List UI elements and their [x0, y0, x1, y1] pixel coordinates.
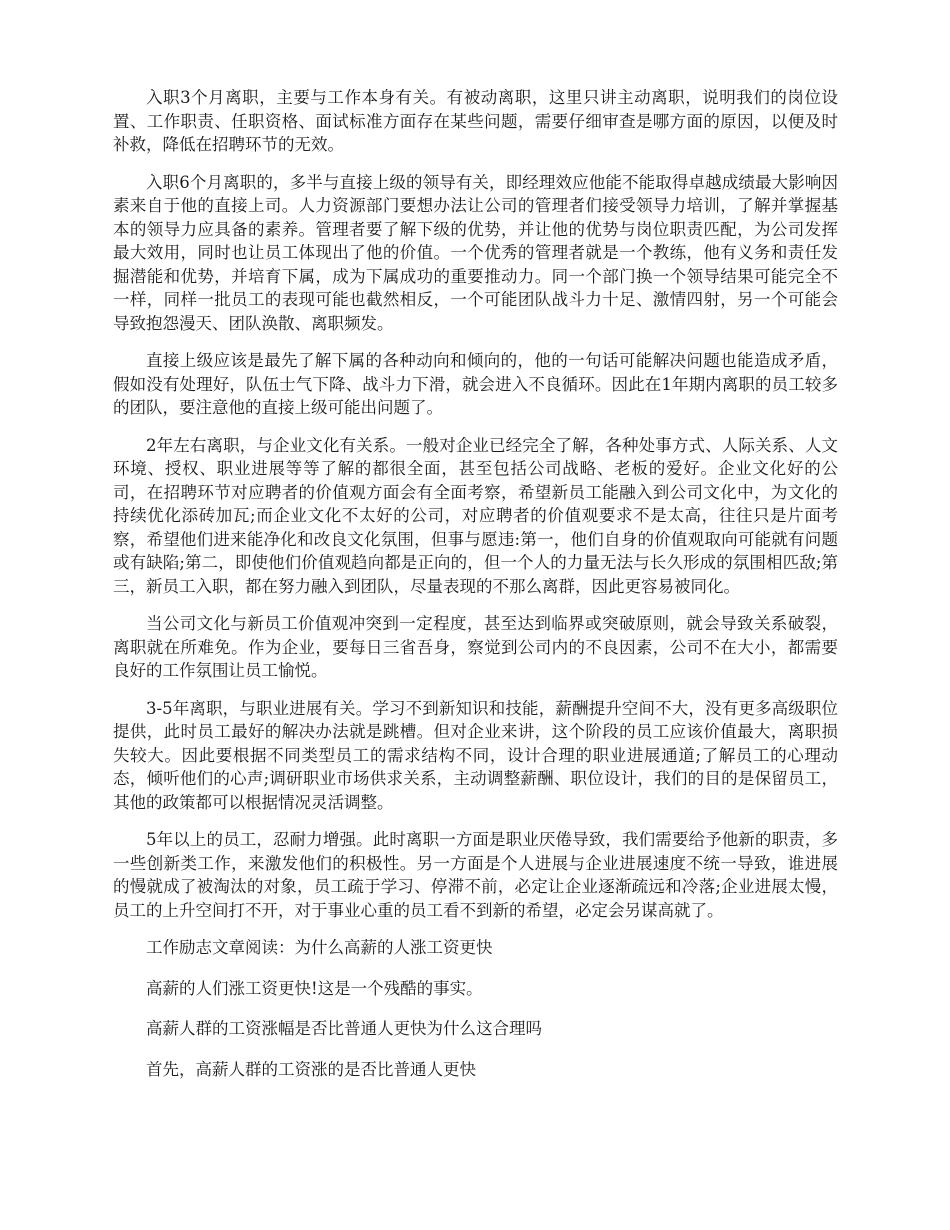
paragraph-5-year-plus: 5年以上的员工，忍耐力增强。此时离职一方面是职业厌倦导致，我们需要给予他新的职责，多一些创新类工作，来激发他们的积极性。另一方面是个人进展与企业进展速度不统一导致，谁进展的慢就成了被淘汰的对象，员工疏于学习、停滞不前，必定让企业逐渐疏远和冷落;企业进展太慢，员工的上升空间打不开，对于事业心重的员工看不到新的希望，必定会另谋高就了。 [113, 830, 838, 920]
paragraph-direct-supervisor: 直接上级应该是最先了解下属的各种动向和倾向的，他的一句话可能解决问题也能造成矛盾，假如没有处理好，队伍士气下降、战斗力下滑，就会进入不良循环。因此在1年期内离职的员工较多的团队，要注意他的直接上级可能出问题了。 [113, 351, 838, 417]
paragraph-6-month-resignation: 入职6个月离职的，多半与直接上级的领导有关，即经理效应他能不能取得卓越成绩最大影响因素来自于他的直接上司。人力资源部门要想办法让公司的管理者们接受领导力培训，了解并掌握基本的领导力应具备的素养。管理者要了解下级的优势，并让他的优势与岗位职责匹配，为公司发挥最大效用，同时也让员工体现出了他的价值。一个优秀的管理者就是一个教练，他有义务和责任发掘潜能和优势，并培育下属，成为下属成功的重要推动力。同一个部门换一个领导结果可能完全不一样，同样一批员工的表现可能也截然相反，一个可能团队战斗力十足、激情四射，另一个可能会导致抱怨漫天、团队涣散、离职频发。 [113, 172, 838, 333]
paragraph-2-year-resignation: 2年左右离职，与企业文化有关系。一般对企业已经完全了解，各种处事方式、人际关系、人文环境、授权、职业进展等等了解的都很全面，甚至包括公司战略、老板的爱好。企业文化好的公司，在招聘环节对应聘者的价值观方面会有全面考察，希望新员工能融入到公司文化中，为文化的持续优化添砖加瓦;而企业文化不太好的公司，对应聘者的价值观要求不是太高，往往只是片面考察，希望他们进来能净化和改良文化氛围，但事与愿违:第一，他们自身的价值观取向可能就有问题或有缺陷;第二，即使他们价值观趋向都是正向的，但一个人的力量无法与长久形成的氛围相匹敌;第三，新员工入职，都在努力融入到团队，尽量表现的不那么离群，因此更容易被同化。 [113, 435, 838, 596]
paragraph-3-5-year-resignation: 3-5年离职，与职业进展有关。学习不到新知识和技能，薪酬提升空间不大，没有更多高级职位提供，此时员工最好的解决办法就是跳槽。但对企业来讲，这个阶段的员工应该价值最大，离职损失较大。因此要根据不同类型员工的需求结构不同，设计合理的职业进展通道;了解员工的心理动态，倾听他们的心声;调研职业市场供求关系，主动调整薪酬、职位设计，我们的目的是保留员工，其他的政策都可以根据情况灵活调整。 [113, 698, 838, 812]
paragraph-culture-conflict: 当公司文化与新员工价值观冲突到一定程度，甚至达到临界或突破原则，就会导致关系破裂，离职就在所难免。作为企业，要每日三省吾身，察觉到公司内的不良因素，公司不在大小，都需要良好的工作氛围让员工愉悦。 [113, 614, 838, 680]
line-first-point: 首先，高薪人群的工资涨的是否比普通人更快 [146, 1059, 476, 1079]
line-high-salary-question: 高薪人群的工资涨幅是否比普通人更快为什么这合理吗 [146, 1019, 542, 1038]
paragraph-3-month-resignation: 入职3个月离职，主要与工作本身有关。有被动离职，这里只讲主动离职，说明我们的岗位设置、工作职责、任职资格、面试标准方面存在某些问题，需要仔细审查是哪方面的原因，以便及时补救，降低在招聘环节的无效。 [113, 88, 838, 154]
line-article-heading: 工作励志文章阅读：为什么高薪的人涨工资更快 [146, 938, 493, 957]
article-body [113, 86, 838, 1098]
line-high-salary-fact: 高薪的人们涨工资更快!这是一个残酷的事实。 [146, 978, 483, 998]
